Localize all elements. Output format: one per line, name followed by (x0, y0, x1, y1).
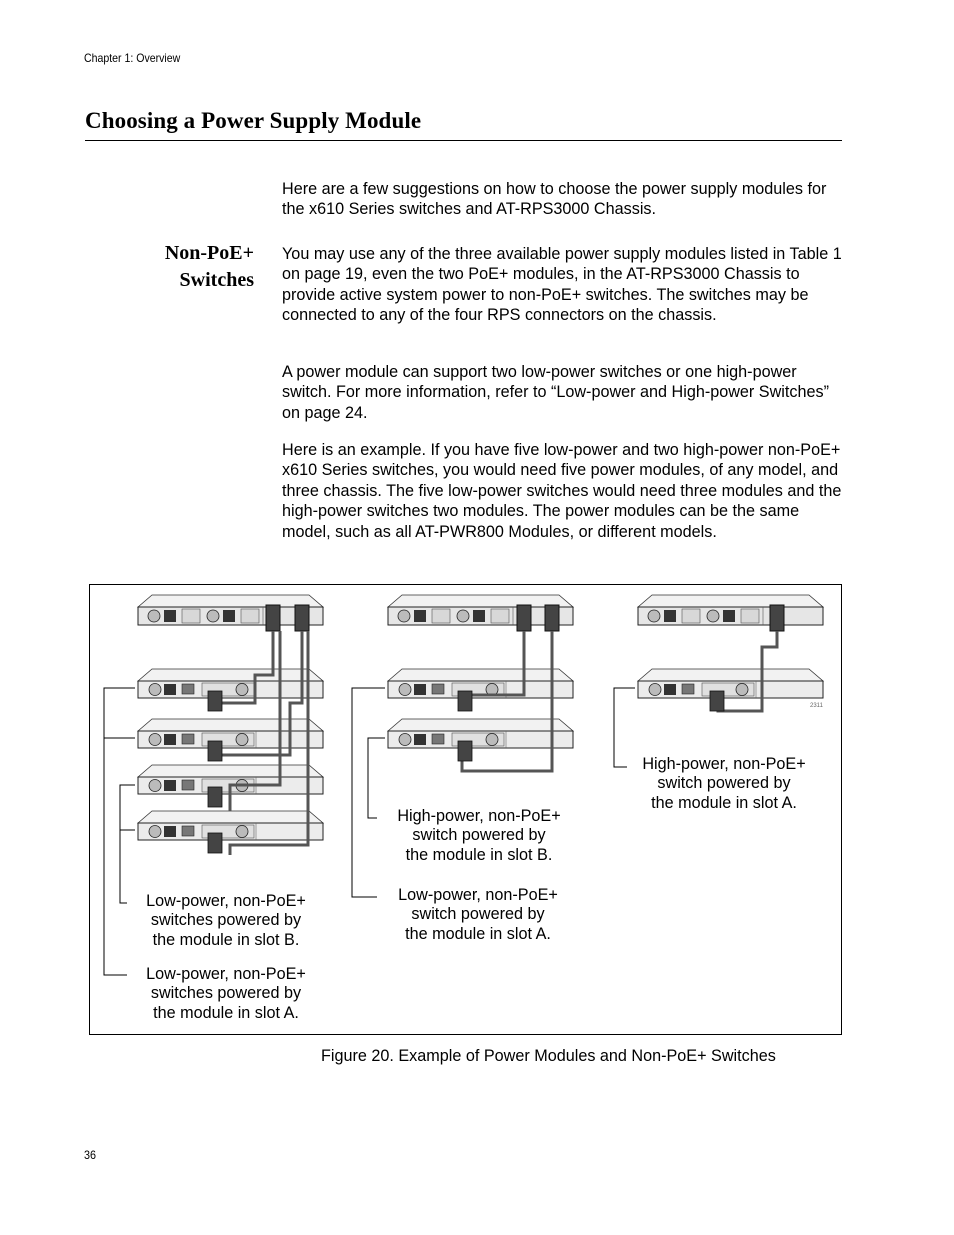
body-paragraph-2: A power module can support two low-power switches or one high-power switch. For more information, refer to “Low-power and High-power Switches” on page 24. (282, 363, 829, 422)
body-paragraph-3: Here is an example. If you have five low-power and two high-power non-PoE+ x610 Series switches, you would need five power modules, of any model, and three chassis. The five low-power switches would need three modules and the high-power switches two modules. The power modules can be the same model, such as all AT-PWR800 Modules, or different models. (282, 441, 842, 541)
switch-middle-2 (388, 719, 573, 748)
connector-left-a (295, 605, 309, 631)
figure-id: 2311 (810, 703, 823, 709)
switch-left-2 (138, 719, 323, 748)
switch-right-1 (638, 669, 823, 698)
switch-left-4 (138, 811, 323, 840)
connector-left-b (266, 605, 280, 631)
running-header: Chapter 1: Overview (84, 51, 181, 65)
rps-chassis-right (638, 595, 823, 625)
label-low-power-slot-a: Low-power, non-PoE+ switches powered by the module in slot A. (146, 965, 306, 1022)
page-number: 36 (84, 1148, 97, 1162)
intro-paragraph: Here are a few suggestions on how to choose the power supply modules for the x610 Series switches and AT-RPS3000 Chassis. (282, 180, 827, 219)
body-paragraph-1: You may use any of the three available power supply modules listed in Table 1 on page 19, even the two PoE+ modules, in the AT-RPS3000 Chassis to provide active system power to non-PoE+ switches. The switches may be connected to any of the four RPS connectors on the chassis. (282, 245, 842, 325)
title-rule (85, 140, 842, 141)
switch-left-1 (138, 669, 323, 698)
section-title: Choosing a Power Supply Module (85, 108, 422, 133)
label-low-power-switch-slot-a: Low-power, non-PoE+ switch powered by the module in slot A. (398, 886, 558, 943)
subsection-heading-line2: Switches (179, 269, 254, 291)
label-low-power-slot-b: Low-power, non-PoE+ switches powered by the module in slot B. (146, 892, 306, 949)
subsection-heading (165, 240, 254, 294)
label-high-power-slot-a: High-power, non-PoE+ switch powered by the module in slot A. (642, 755, 806, 812)
figure-20 (89, 584, 842, 1035)
subsection-heading-line1: Non-PoE+ (164, 242, 254, 264)
label-high-power-slot-b: High-power, non-PoE+ switch powered by the module in slot B. (397, 807, 561, 864)
figure-caption: Figure 20. Example of Power Modules and Non-PoE+ Switches (321, 1047, 776, 1065)
